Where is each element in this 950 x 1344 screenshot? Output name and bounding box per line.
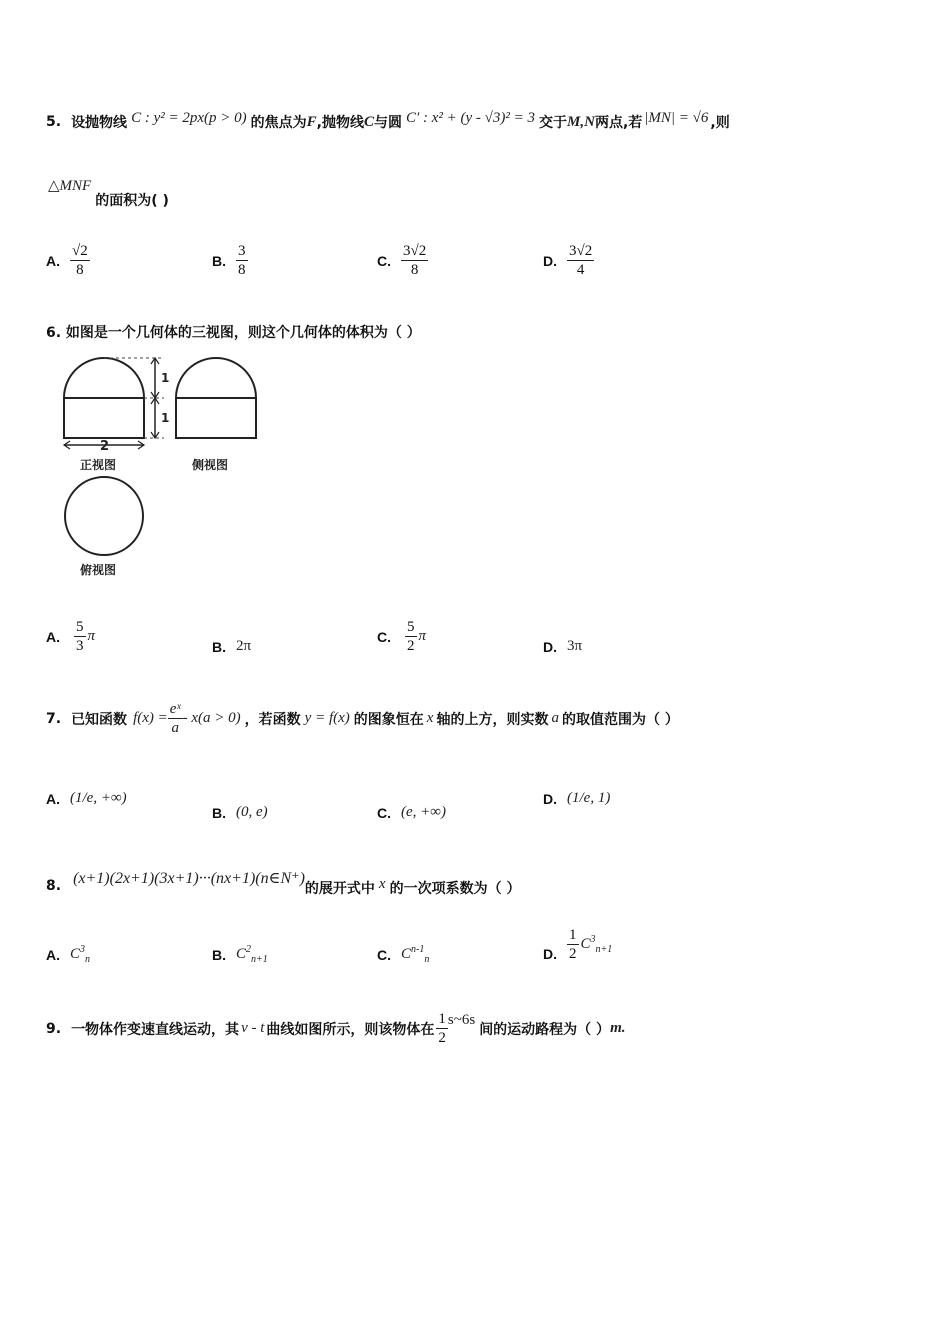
q8-text-2: 的一次项系数为（ ） xyxy=(389,881,521,897)
q9-text-2: 曲线如图所示，则该物体在 xyxy=(266,1021,435,1038)
q5-line2 xyxy=(48,176,169,210)
q9-text-3: 间的运动路程为（ ） xyxy=(479,1021,611,1038)
q8-option-a[interactable] xyxy=(46,944,90,965)
q6-three-view-figure xyxy=(58,352,278,587)
dim-label-upper: 1 xyxy=(161,371,170,385)
option-fraction: $\frac{√2}{8}$ xyxy=(72,243,88,278)
option-fraction: $\frac{3√2}{8}$ xyxy=(403,243,427,278)
q5-text-5: 交于 xyxy=(539,115,568,131)
dim-label-lower: 1 xyxy=(161,411,170,425)
option-label: A. xyxy=(46,252,60,269)
q6-option-b[interactable] xyxy=(212,638,251,655)
option-combination: $C^3_{n+1}$ xyxy=(580,934,613,955)
option-label: D. xyxy=(543,945,557,962)
q7-text-4: 轴的上方，则实数 xyxy=(436,711,549,728)
q8-x: x xyxy=(378,876,386,892)
q9-text-1: 一物体作变速直线运动，其 xyxy=(71,1021,240,1038)
q7-option-b[interactable] xyxy=(212,804,268,821)
q6-option-c[interactable] xyxy=(377,618,426,655)
option-value: (e, +∞) xyxy=(401,804,446,820)
q8-formula: (x+1)(2x+1)(3x+1)···(nx+1)(n∈N⁺) xyxy=(73,870,305,887)
option-label: B. xyxy=(212,252,226,269)
front-view-body xyxy=(64,398,144,438)
q7-text-1: 已知函数 xyxy=(71,711,128,728)
front-view-label: 正视图 xyxy=(80,458,117,472)
option-label: C. xyxy=(377,628,391,645)
q5-text-1: 设抛物线 xyxy=(71,115,128,131)
option-combination: $C^3_n$ xyxy=(70,944,91,965)
q5-triangle: △MNF xyxy=(48,178,92,194)
q6-option-d[interactable] xyxy=(543,638,582,655)
q9-formula-vt: v - t xyxy=(241,1020,265,1036)
option-value: (1/e, +∞) xyxy=(70,790,127,806)
q5-text-6: 两点,若 xyxy=(594,115,643,131)
q5-formula-parabola: C : y² = 2px(p > 0) xyxy=(131,109,247,126)
front-view-dome xyxy=(64,358,144,398)
q5-F: F xyxy=(306,113,317,130)
option-fraction: $\frac{5}{3}$ xyxy=(76,619,84,654)
q5-text-3: ,抛物线 xyxy=(316,115,364,131)
q7-number: 7. xyxy=(46,710,62,727)
q7-text-3: 的图象恒在 xyxy=(353,711,424,728)
q7-option-c[interactable] xyxy=(377,804,446,821)
option-fraction: $\frac{3√2}{4}$ xyxy=(569,243,593,278)
q5-option-b[interactable] xyxy=(212,242,248,279)
q5-text-2: 的焦点为 xyxy=(250,115,307,131)
q6-option-a[interactable] xyxy=(46,618,95,655)
q5-text-8: 的面积为( ) xyxy=(95,193,169,209)
option-label: C. xyxy=(377,946,391,963)
top-view-label: 俯视图 xyxy=(80,563,117,577)
option-label: D. xyxy=(543,790,557,807)
q7-formula-y: y = f(x) xyxy=(304,710,350,726)
q7-option-a[interactable] xyxy=(46,790,127,807)
q7-formula-f: f(x) = xyxy=(133,710,168,726)
q5-formula-circle: C′ : x² + (y - √3)² = 3 xyxy=(405,109,536,126)
option-label: A. xyxy=(46,946,60,963)
option-pi: π xyxy=(418,628,427,644)
q5-line1 xyxy=(46,109,730,132)
q7-line xyxy=(46,700,679,737)
option-combination: $C^2_{n+1}$ xyxy=(236,944,268,965)
q8-number: 8. xyxy=(46,878,62,894)
option-label: C. xyxy=(377,804,391,821)
option-label: B. xyxy=(212,804,226,821)
option-label: A. xyxy=(46,628,60,645)
option-value: (0, e) xyxy=(236,804,268,820)
q5-option-a[interactable] xyxy=(46,242,90,279)
option-fraction: $\frac{3}{8}$ xyxy=(238,243,246,278)
option-fraction: $\frac{5}{2}$ xyxy=(407,619,415,654)
option-label: B. xyxy=(212,946,226,963)
q5-formula-mn: |MN| = √6 xyxy=(644,109,709,126)
q9-unit: m. xyxy=(610,1020,626,1036)
option-combination: $C^{n-1}_n$ xyxy=(401,944,430,965)
option-label: C. xyxy=(377,252,391,269)
option-label: B. xyxy=(212,638,226,655)
option-pi: π xyxy=(87,628,96,644)
q7-x: x xyxy=(426,710,434,726)
q9-interval: s~6s xyxy=(447,1012,476,1028)
q9-number: 9. xyxy=(46,1020,62,1037)
q5-text-4: 与圆 xyxy=(373,115,402,131)
q8-option-d[interactable] xyxy=(543,926,612,963)
q8-line xyxy=(46,868,520,898)
q7-text-5: 的取值范围为（ ） xyxy=(561,711,679,728)
q8-text-1: 的展开式中 xyxy=(304,881,375,897)
q5-number: 5. xyxy=(46,114,62,130)
side-view-dome xyxy=(176,358,256,398)
q9-line xyxy=(46,1010,625,1047)
q8-option-b[interactable] xyxy=(212,944,268,965)
option-value: (1/e, 1) xyxy=(567,790,611,806)
q6-question-text: 6. 如图是一个几何体的三视图，则这个几何体的体积为（ ） xyxy=(46,325,421,341)
q5-MN: M,N xyxy=(567,113,595,130)
option-label: A. xyxy=(46,790,60,807)
q7-fraction: $\frac{\text{eˣ}}{a}$ xyxy=(169,701,181,736)
q7-a: a xyxy=(551,710,559,726)
option-value: 2π xyxy=(236,638,252,654)
side-view-body xyxy=(176,398,256,438)
side-view-label: 侧视图 xyxy=(192,458,229,472)
option-value: 3π xyxy=(567,638,583,654)
option-fraction: $\frac{1}{2}$ xyxy=(569,927,577,962)
q7-text-2: ，若函数 xyxy=(244,711,301,728)
dim-label-width: 2 xyxy=(100,439,110,454)
top-view-circle xyxy=(65,477,143,555)
option-label: D. xyxy=(543,252,557,269)
q5-text-7: ,则 xyxy=(710,115,730,131)
q5-option-d[interactable] xyxy=(543,242,594,279)
q5-C: C xyxy=(363,113,374,130)
q7-formula-rest: - x(a > 0) xyxy=(182,710,241,726)
q9-fraction: $\frac{1}{2}$ xyxy=(438,1011,446,1046)
q5-option-c[interactable] xyxy=(377,242,428,279)
q8-option-c[interactable] xyxy=(377,944,429,965)
option-label: D. xyxy=(543,638,557,655)
q7-option-d[interactable] xyxy=(543,790,610,807)
